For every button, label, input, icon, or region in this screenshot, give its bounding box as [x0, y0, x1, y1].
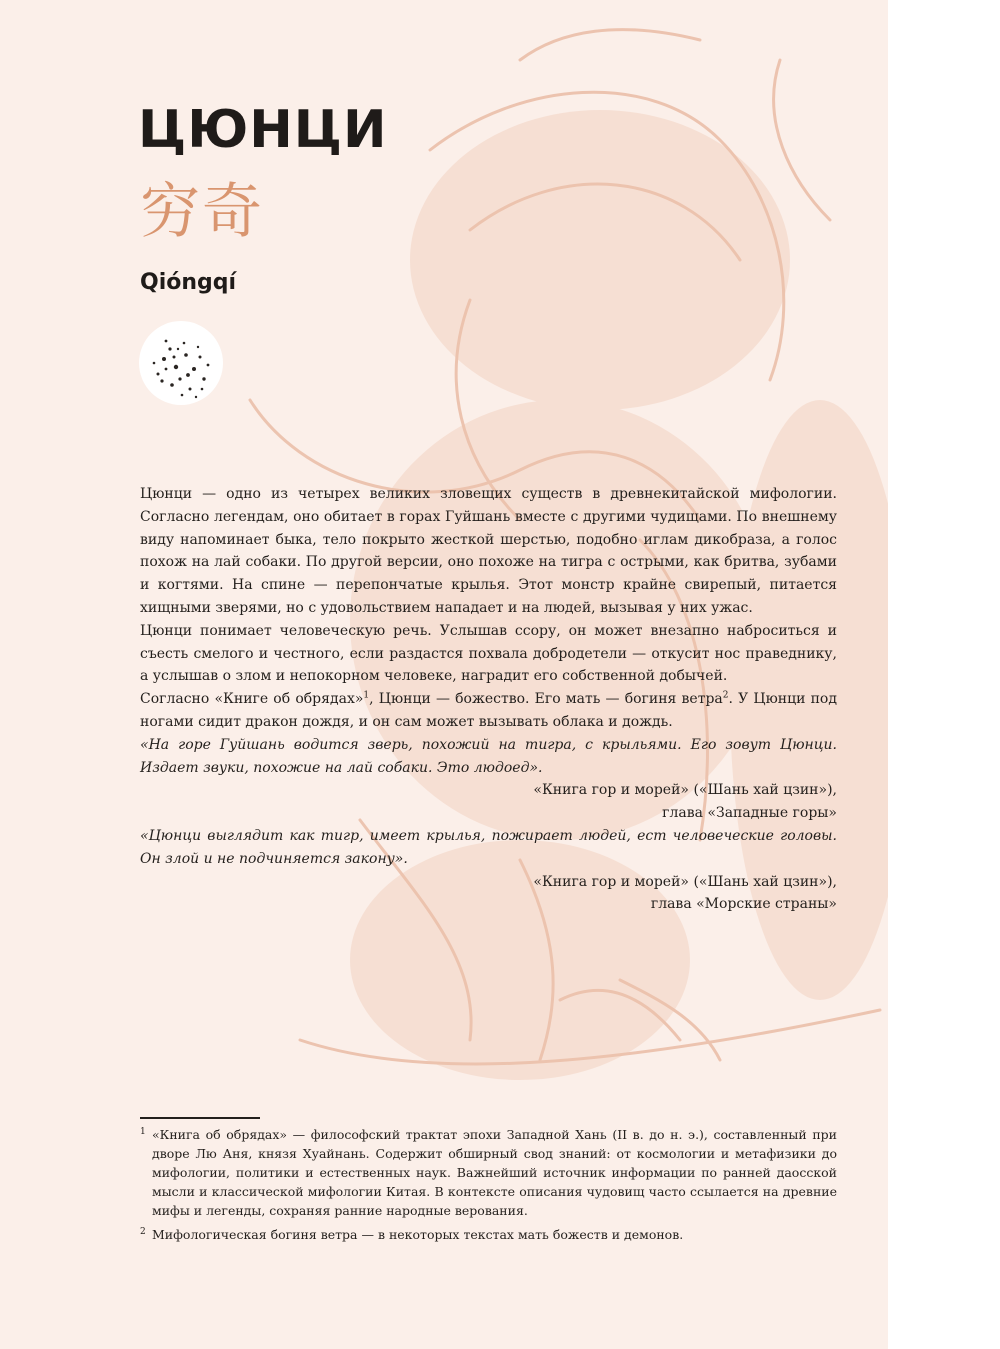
quote-1-source-line-2: глава «Западные горы»: [662, 805, 837, 822]
quote-2: «Цюнци выглядит как тигр, имеет крылья, пожирает людей, ест человеческие головы. Он злой и не подчиняется закону».: [140, 827, 837, 867]
quote-1: «На горе Гуйшань водится зверь, похожий на тигра, с крыльями. Его зовут Цюнци. Издает звуки, похожие на лай собаки. Это людоед».: [140, 736, 837, 776]
footnote-divider: [140, 1117, 260, 1119]
footnote-number: 1: [140, 1127, 146, 1137]
seal-stamp-icon: [136, 319, 226, 407]
quote-1-source: [140, 779, 837, 825]
paragraph-3-part-a: Согласно «Книге об обрядах»: [140, 691, 364, 708]
quote-2-source-line-1: «Книга гор и морей» («Шань хай цзин»),: [533, 873, 837, 890]
footnote-2: [140, 1225, 837, 1244]
footnote-ref-2[interactable]: 2: [722, 690, 729, 701]
footnote-ref-1[interactable]: 1: [363, 690, 370, 701]
paragraph-3: [140, 688, 837, 734]
footnote-number: 2: [140, 1227, 146, 1237]
quote-2-source-line-2: глава «Морские страны»: [650, 896, 837, 913]
paragraph-2: Цюнци понимает человеческую речь. Услышав ссору, он может внезапно наброситься и съесть смелого и честного, если раздастся похвала добродетели — откусит нос праведнику, а услышав о злом и непокорном человеке, наградит его собственной добычей.: [140, 622, 837, 685]
article-body: [140, 483, 837, 916]
footnote-1: [140, 1125, 837, 1220]
chinese-name: 穷奇: [140, 177, 264, 247]
footnote-text: «Книга об обрядах» — философский трактат эпохи Западной Хань (II в. до н. э.), составленный при дворе Лю Аня, князя Хуайнань. Содержит обширный свод знаний: от космологии и метафизики до мифологии, политики и естественных наук. Важнейший источник информации по ранней даосской мысли и классической мифологии Китая. В контексте описания чудовищ часто ссылается на древние мифы и легенды, сохраняя ранние народные верования.: [152, 1127, 837, 1218]
quote-2-source: [140, 871, 837, 917]
footnotes: [140, 1117, 837, 1249]
page-title: ЦЮНЦИ: [138, 100, 388, 160]
paragraph-3-part-c: . У Цюнци под ногами сидит дракон дождя, и он сам может вызывать облака и дождь.: [140, 691, 837, 730]
pinyin-name: Qióngqí: [140, 270, 237, 295]
quote-1-source-line-1: «Книга гор и морей» («Шань хай цзин»),: [533, 782, 837, 799]
paragraph-1: Цюнци — одно из четырех великих зловещих существ в древнекитайской мифологии. Согласно легендам, оно обитает в горах Гуйшань вместе с другими чудищами. По внешнему виду напоминает быка, тело покрыто жесткой шерстью, подобно иглам дикобраза, а голос похож на лай собаки. По другой версии, оно похоже на тигра с острыми, как бритва, зубами и когтями. На спине — перепончатые крылья. Этот монстр крайне свирепый, питается хищными зверями, но с удовольствием нападает и на людей, вызывая у них ужас.: [140, 486, 837, 616]
footnote-text: Мифологическая богиня ветра — в некоторых текстах мать божеств и демонов.: [152, 1227, 684, 1242]
paragraph-3-part-b: , Цюнци — божество. Его мать — богиня ветра: [369, 691, 723, 708]
